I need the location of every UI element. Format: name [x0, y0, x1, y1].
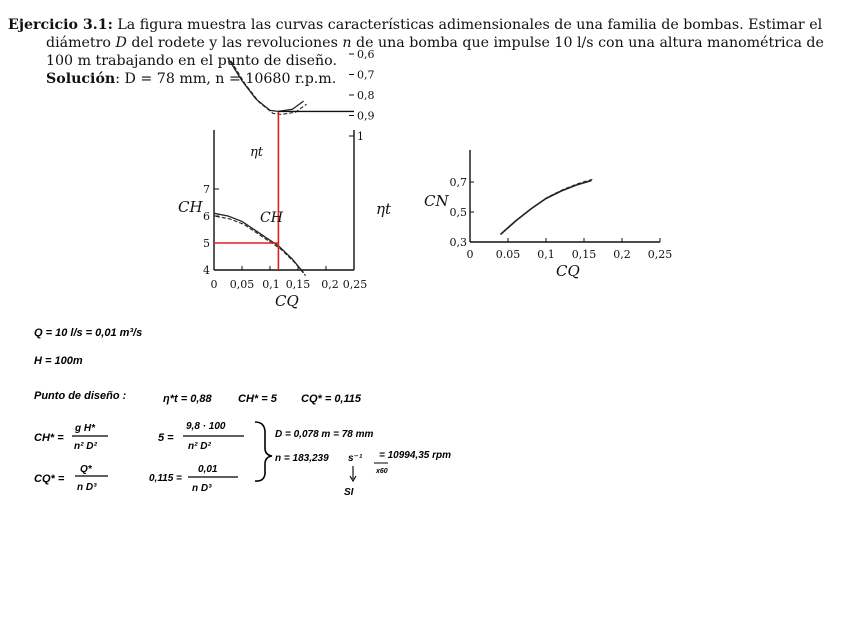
- left-tick-label: 5: [203, 237, 210, 250]
- note-p115-den: n D³: [192, 483, 212, 494]
- note-cq-num: Q*: [80, 464, 92, 475]
- note-cq-star: CQ* = 0,115: [301, 393, 362, 405]
- solution-text: : D = 78 mm, n = 10680 r.p.m.: [115, 71, 337, 87]
- note-ch-lhs: CH* =: [34, 432, 64, 444]
- x-tick-label: 0: [210, 278, 218, 291]
- note-ch-den: n² D²: [74, 441, 97, 452]
- note-cq-lhs: CQ* =: [34, 473, 65, 485]
- note-n-rpm: = 10994,35 rpm: [379, 450, 451, 461]
- left-tick-label: 4: [203, 264, 210, 277]
- problem-text-2c: de una bomba que impulse 10 l/s con una altura manométrica de: [351, 35, 824, 51]
- left-ylabel: CH: [178, 198, 203, 216]
- note-q: Q = 10 l/s = 0,01 m³/s: [34, 327, 143, 339]
- note-n-unit: s⁻¹: [348, 453, 363, 464]
- note-eta-star: η*t = 0,88: [163, 393, 212, 405]
- note-brace: [255, 422, 272, 481]
- right-tick-label: 0,6: [357, 48, 375, 61]
- note-ch-num: g H*: [75, 423, 95, 434]
- right-tick-label: 1: [357, 130, 364, 143]
- r-y-tick-label: 0,7: [449, 176, 467, 189]
- r-xlabel: CQ: [556, 262, 580, 280]
- eta-curve-label: ηt: [250, 145, 264, 160]
- ch-curve-label: CH: [260, 210, 283, 226]
- note-p115-num: 0,01: [198, 464, 218, 475]
- var-D: D: [115, 35, 127, 51]
- r-x-tick-label: 0,25: [647, 248, 673, 261]
- right-tick-label: 0,8: [357, 89, 375, 102]
- note-cq-den: n D³: [77, 482, 97, 493]
- note-ch-star: CH* = 5: [238, 393, 277, 405]
- note-x60: x60: [376, 468, 388, 475]
- left-tick-label: 7: [203, 183, 210, 196]
- note-n-result: n = 183,239: [275, 453, 329, 464]
- note-design-label: Punto de diseño :: [34, 390, 127, 402]
- r-y-tick-label: 0,3: [449, 236, 467, 249]
- solution-label: Solución: [46, 71, 116, 87]
- x-tick-label: 0,15: [285, 278, 311, 291]
- problem-line-3: 100 m trabajando en el punto de diseño.: [46, 53, 337, 69]
- r-x-tick-label: 0,1: [537, 248, 555, 261]
- problem-text-2a: diámetro: [46, 35, 116, 51]
- r-x-tick-label: 0: [466, 248, 474, 261]
- r-y-tick-label: 0,5: [449, 206, 467, 219]
- left-tick-label: 6: [203, 210, 210, 223]
- x-tick-label: 0,2: [321, 278, 339, 291]
- note-d-result: D = 0,078 m = 78 mm: [275, 429, 374, 440]
- note-five-lhs: 5 =: [158, 432, 174, 444]
- note-p115-lhs: 0,115 =: [149, 473, 182, 484]
- note-five-num: 9,8 · 100: [186, 421, 226, 432]
- var-n: n: [342, 35, 352, 51]
- right-ylabel: ηt: [376, 200, 392, 218]
- problem-text-2b: del rodete y las revoluciones: [126, 35, 343, 51]
- left-xlabel: CQ: [275, 292, 299, 310]
- x-tick-label: 0,05: [229, 278, 255, 291]
- right-tick-label: 0,7: [357, 68, 375, 82]
- r-ylabel: CN: [424, 192, 449, 210]
- r-x-tick-label: 0,2: [613, 248, 631, 261]
- note-h: H = 100m: [34, 355, 83, 367]
- note-si: SI: [344, 487, 354, 498]
- x-tick-label: 0,25: [342, 278, 368, 291]
- problem-text-1: La figura muestra las curvas características adimensionales de una familia de bombas. Estimar el: [117, 17, 823, 33]
- exercise-heading: Ejercicio 3.1:: [8, 17, 113, 33]
- right-tick-label: 0,9: [357, 109, 375, 123]
- note-five-den: n² D²: [188, 441, 211, 452]
- r-x-tick-label: 0,15: [571, 248, 597, 261]
- r-x-tick-label: 0.05: [495, 248, 521, 261]
- x-tick-label: 0,1: [262, 278, 280, 291]
